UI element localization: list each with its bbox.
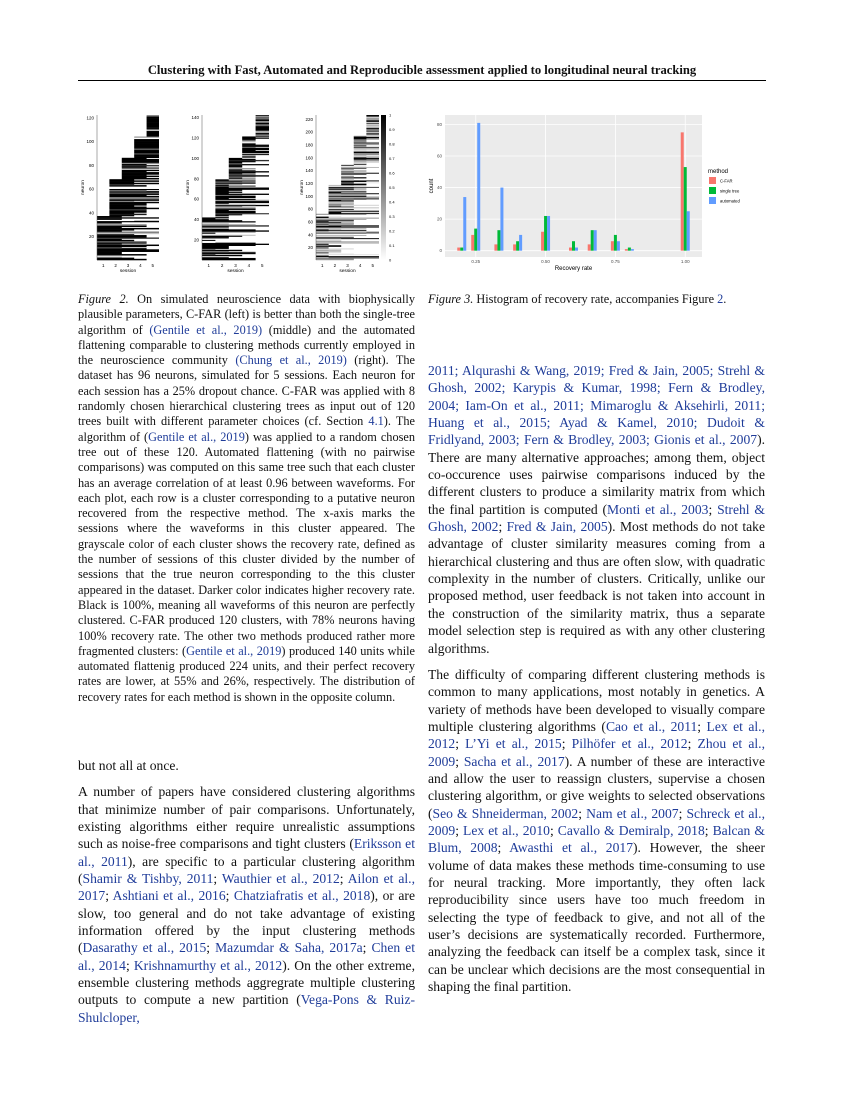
x-axis-label: session bbox=[339, 269, 356, 274]
citation-link[interactable]: Shamir & Tishby, 2011 bbox=[82, 871, 214, 887]
x-tick-label: 3 bbox=[346, 263, 349, 268]
histogram-bar bbox=[471, 235, 474, 251]
histogram-bar bbox=[497, 230, 500, 251]
y-tick-label: 80 bbox=[307, 206, 313, 212]
citation-link[interactable]: Balcan & Blum, 2008 bbox=[428, 822, 765, 856]
text-run: ; bbox=[704, 822, 713, 838]
legend-swatch bbox=[709, 187, 716, 194]
y-tick-label: 40 bbox=[307, 232, 313, 238]
x-tick-label: 5 bbox=[151, 263, 155, 268]
y-tick-label: 20 bbox=[193, 237, 199, 243]
figure-2-caption bbox=[78, 292, 415, 705]
y-tick-label: 0 bbox=[439, 248, 442, 254]
histogram-bar bbox=[687, 211, 690, 250]
citation-link[interactable]: Lex et al., 2010 bbox=[463, 822, 550, 838]
y-tick-label: 40 bbox=[193, 217, 199, 223]
histogram-bar bbox=[681, 132, 684, 250]
citation-link[interactable]: Schreck et al., 2009 bbox=[428, 805, 765, 838]
colorbar-tick-label: 0.4 bbox=[389, 199, 395, 205]
histogram-bar bbox=[588, 244, 591, 250]
colorbar-tick-label: 0.9 bbox=[389, 127, 395, 132]
y-tick-label: 20 bbox=[88, 234, 94, 240]
citation-link[interactable]: Nam et al., 2007 bbox=[586, 805, 679, 821]
histogram-bar bbox=[631, 249, 634, 251]
text-run: ; bbox=[578, 805, 587, 821]
x-tick-label: 3 bbox=[126, 263, 130, 268]
text-run: ; bbox=[362, 940, 372, 956]
citation-link[interactable]: 2 bbox=[717, 292, 724, 306]
histogram-bar bbox=[457, 248, 460, 251]
x-axis-label: Recovery rate bbox=[554, 266, 593, 272]
text-run: ; bbox=[697, 718, 707, 734]
cluster-row bbox=[229, 158, 242, 159]
x-tick-label: 5 bbox=[261, 263, 264, 268]
colorbar-tick-label: 0.3 bbox=[389, 214, 395, 219]
histogram-bar bbox=[460, 248, 463, 251]
y-axis-label: neuron bbox=[81, 180, 86, 195]
citation-link[interactable]: Eriksson et al., 2011 bbox=[78, 836, 415, 869]
right-column-text bbox=[428, 362, 765, 1004]
legend-label: C-FAR bbox=[720, 178, 733, 184]
legend-title: method bbox=[708, 169, 729, 175]
histogram-bar bbox=[516, 241, 519, 250]
y-axis-label: neuron bbox=[300, 180, 305, 195]
colorbar-tick-label: 0.1 bbox=[389, 243, 395, 248]
citation-link[interactable]: Strehl & Ghosh, 2002 bbox=[428, 501, 765, 535]
text-run: ) produced 140 units while automated flattenig produced 224 units, and their perfect recovery rates are lower, at 55% and 26%, respectively. The distribution of recovery rates for each method is shown in the opposite column. bbox=[78, 643, 415, 704]
text-run: On simulated neuroscience data with biophysically plausible parameters, C-FAR (left) is better than both the single-tree algorithm of bbox=[78, 292, 415, 337]
text-run: ). Most methods do not take advantage of cluster similarity measures coming from a hierarchical clustering and thus are often slow, with quadratic complexity in the number of clusters. Critically, unlike our proposed method, user feedback is not taken into account in the construction of the similarity matrix, thus a separate model selection step is required as with any other clustering algorithms. bbox=[428, 519, 765, 656]
text-run: ; bbox=[708, 501, 718, 517]
legend-label: automated bbox=[720, 198, 740, 204]
citation-link[interactable]: Monti et al., 2003 bbox=[607, 501, 709, 517]
x-axis-label: session bbox=[227, 269, 244, 274]
y-tick-label: 60 bbox=[436, 153, 442, 159]
figure-label: Figure 3. bbox=[428, 292, 474, 306]
text-run: A number of papers have considered clustering algorithms that minimize number of pair comparisons. Unfortunately, existing algorithms either require unrealistic assumptions such as noise-free comparisons and tight clusters ( bbox=[78, 784, 415, 852]
cluster-row bbox=[366, 115, 379, 116]
text-run: ; bbox=[339, 871, 348, 887]
histogram-bar bbox=[519, 235, 522, 251]
legend-label: single tree bbox=[720, 188, 740, 194]
histogram-bar bbox=[547, 216, 550, 251]
x-tick-label: 1 bbox=[101, 263, 105, 268]
y-tick-label: 100 bbox=[305, 193, 313, 199]
citation-link[interactable]: Cao et al., 2011 bbox=[605, 718, 698, 734]
y-tick-label: 60 bbox=[88, 186, 94, 192]
x-tick-label: 0.75 bbox=[611, 259, 620, 264]
cluster-row bbox=[215, 179, 228, 180]
left-column-text bbox=[78, 757, 415, 1035]
text-run: ; bbox=[561, 736, 572, 752]
citation-link[interactable]: Vega-Pons & Ruiz-Shulcloper, bbox=[78, 992, 416, 1025]
text-run: ) was applied to a random chosen tree out of these 120. Automated flattening (with no pairwise comparisons) was computed on this same tree such that each cluster has an average correlation of at least 0.96 between waveforms. For each plot, each row is a cluster corresponding to a putative neuron recovered from the respective method. The x-axis marks the sessions where the waveforms in this cluster appeared. The grayscale color of each cluster shows the recovery rate, defined as the number of sessions of this cluster divided by the number of sessions that the true neuron corresponding to the this cluster appeared in the dataset. Darker color indicates higher recovery rate. Black is 100%, meaning all waveforms of this neuron are perfectly clustered. C-FAR produced 120 clusters, with 78% neurons having 100% recovery rate. The other two methods produced rather more fragmented clusters: ( bbox=[78, 429, 415, 658]
x-tick-label: 4 bbox=[358, 263, 362, 268]
y-tick-label: 120 bbox=[191, 135, 199, 141]
header-rule bbox=[78, 80, 766, 81]
x-tick-label: 3 bbox=[234, 263, 237, 268]
y-tick-label: 220 bbox=[305, 116, 313, 122]
histogram-bar bbox=[684, 167, 687, 251]
citation-link[interactable]: Ailon et al., 2017 bbox=[78, 871, 415, 904]
colorbar-tick-label: 0.8 bbox=[389, 141, 395, 147]
y-tick-label: 180 bbox=[305, 142, 313, 148]
citation-link[interactable]: Gentile et al., 2019 bbox=[186, 643, 282, 658]
y-tick-label: 200 bbox=[305, 129, 313, 135]
histogram-bar bbox=[617, 241, 620, 250]
histogram-bar bbox=[541, 232, 544, 251]
cluster-row bbox=[256, 115, 269, 116]
y-tick-label: 40 bbox=[88, 210, 94, 216]
histogram-bar bbox=[500, 188, 503, 251]
y-tick-label: 120 bbox=[86, 115, 94, 121]
histogram-bar bbox=[463, 197, 466, 251]
histogram-bar bbox=[591, 230, 594, 251]
histogram-bar bbox=[544, 216, 547, 251]
citation-link[interactable]: Lex et al., 2012 bbox=[428, 718, 765, 752]
citation-link[interactable]: Pilhöfer et al., 2012 bbox=[571, 736, 688, 752]
figure-3-caption bbox=[428, 292, 765, 307]
x-tick-label: 1 bbox=[207, 263, 210, 268]
x-tick-label: 5 bbox=[371, 263, 374, 268]
histogram-bar bbox=[625, 249, 628, 251]
citation-link[interactable]: L’Yi et al., 2015 bbox=[465, 736, 562, 752]
text-run: ; bbox=[549, 822, 558, 838]
text-run: ; bbox=[105, 888, 113, 904]
colorbar-tick-label: 0.2 bbox=[389, 228, 395, 234]
citation-link[interactable]: Mazumdar & Saha, 2017a bbox=[215, 940, 363, 956]
text-run: (right). The dataset has 96 neurons, simulated for 5 sessions. Each neuron for each session has a 25% dropout chance. C-FAR was applied with 8 randomly chosen hierarchical clustering trees as input out of 120 trees built with different parameter choices (cf. Section bbox=[78, 353, 415, 429]
text-run: ; bbox=[213, 871, 222, 887]
text-run: ). A number of these are interactive and allow the user to reassign clusters, supervise a chosen clustering algorithm, or give weights to selected observations ( bbox=[428, 753, 765, 821]
histogram-bar bbox=[594, 230, 597, 251]
text-run: ; bbox=[498, 519, 507, 535]
text-run: ; bbox=[678, 805, 687, 821]
citation-link[interactable]: Dasarathy et al., 2015 bbox=[82, 940, 207, 956]
text-run: ; bbox=[206, 940, 216, 956]
citation-link[interactable]: Seo & Shneiderman, 2002 bbox=[432, 805, 579, 821]
text-run: ; bbox=[497, 840, 510, 856]
y-tick-label: 120 bbox=[305, 181, 313, 187]
colorbar bbox=[381, 115, 386, 260]
text-run: Histogram of recovery rate, accompanies Figure bbox=[473, 292, 718, 306]
figure-3-histogram bbox=[420, 100, 780, 280]
figure-2-heatmaps bbox=[78, 100, 418, 280]
colorbar-tick-label: 0.5 bbox=[389, 185, 395, 190]
citation-link[interactable]: Chen et al., 2014 bbox=[78, 940, 415, 973]
legend-swatch bbox=[709, 177, 716, 184]
y-axis-label: count bbox=[429, 178, 435, 194]
y-tick-label: 40 bbox=[436, 185, 442, 191]
y-tick-label: 80 bbox=[88, 162, 94, 168]
citation-link[interactable]: Krishnamurthy et al., 2012 bbox=[133, 957, 283, 973]
text-run: ). The algorithm of ( bbox=[78, 414, 415, 444]
colorbar-tick-label: 0 bbox=[389, 257, 392, 263]
text-run: ), or are slow, too general and do not take advantage of existing information offered by the input clustering methods ( bbox=[78, 888, 415, 956]
text-run: ; bbox=[455, 736, 466, 752]
text-run: ; bbox=[455, 822, 464, 838]
text-run: ; bbox=[225, 888, 234, 904]
y-tick-label: 60 bbox=[307, 219, 313, 225]
paragraph bbox=[78, 757, 415, 774]
x-axis-label: session bbox=[119, 269, 137, 274]
histogram-bar bbox=[614, 235, 617, 251]
paragraph bbox=[428, 362, 765, 657]
x-tick-label: 1 bbox=[321, 263, 324, 268]
text-run: but not all at once. bbox=[78, 758, 179, 773]
citation-link[interactable]: Awasthi et al., 2017 bbox=[509, 840, 633, 856]
text-run: ; bbox=[455, 753, 464, 769]
y-tick-label: 20 bbox=[436, 216, 442, 222]
text-run: . bbox=[723, 292, 727, 306]
y-tick-label: 60 bbox=[193, 196, 199, 202]
y-tick-label: 140 bbox=[305, 168, 313, 174]
citation-link[interactable]: Fred & Jain, 2005 bbox=[506, 519, 608, 535]
y-tick-label: 160 bbox=[305, 155, 313, 161]
text-run: ; bbox=[125, 957, 134, 973]
text-run: The difficulty of comparing different clustering methods is common to many applications, most notably in genetics. A variety of methods have been developed to visually compare multiple clustering algorithms ( bbox=[428, 666, 765, 734]
plot-panel bbox=[445, 115, 702, 257]
text-run: (middle) and the automated flattening comparable to clustering methods currently employed in the neuroscience community bbox=[78, 322, 415, 368]
colorbar-tick-label: 0.6 bbox=[389, 170, 395, 176]
y-tick-label: 80 bbox=[436, 121, 442, 127]
x-tick-label: 0.50 bbox=[541, 259, 550, 264]
y-tick-label: 140 bbox=[191, 115, 199, 121]
figure-label: Figure 2. bbox=[78, 292, 129, 306]
y-tick-label: 100 bbox=[191, 155, 199, 161]
colorbar-tick-label: 0.7 bbox=[389, 156, 395, 161]
citation-link[interactable]: 4.1 bbox=[368, 414, 384, 429]
text-run: ). However, the sheer volume of data makes these methods time-consuming to use for neural tracking. More importantly, they often lack reproducibility since users have too much freedom in selecting the type of feedback to give, and not all of the user’s decisions are systematically recorded. Furthermore, analyzing the feedback can itself be a complex task, since it can be unclear which decisions are the most consequential in shaping the final partition. bbox=[428, 840, 765, 995]
cluster-row bbox=[202, 216, 215, 217]
citation-link[interactable]: Cavallo & Demiralp, 2018 bbox=[557, 822, 705, 838]
text-run: ). There are many alternative approaches; among them, object co-occurence uses pairwise comparisons induced by the different clusters to produce a similarity matrix from which the final partition is computed ( bbox=[428, 432, 765, 517]
citation-link[interactable]: Ashtiani et al., 2016 bbox=[112, 888, 226, 904]
y-tick-label: 80 bbox=[193, 176, 199, 182]
x-tick-label: 2 bbox=[220, 263, 224, 268]
citation-link[interactable]: (Gentile et al., 2019) bbox=[149, 322, 263, 337]
text-run: ; bbox=[687, 736, 698, 752]
y-axis-label: neuron bbox=[186, 180, 191, 195]
citation-link[interactable]: (Chung et al., 2019) bbox=[235, 353, 347, 368]
x-tick-label: 2 bbox=[333, 263, 337, 268]
citation-link[interactable]: Gentile et al., 2019 bbox=[148, 429, 245, 444]
histogram-bar bbox=[611, 241, 614, 250]
citation-link[interactable]: 2011; Alqurashi & Wang, 2019; Fred & Jain, 2005; Strehl & Ghosh, 2002; Karypis & Kumar, 1998; Fern & Brodley, 2004; Iam-On et al., 2011; Mimaroglu & Aksehirli, 2011; Huang et al., 2015; Ayad & Kamel, 2010; Dudoit & Fridlyand, 2003; Fern & Brodley, 2003; Gionis et al., 2007 bbox=[428, 363, 765, 448]
histogram-bar bbox=[575, 248, 578, 251]
text-run: ). On the other extreme, ensemble clustering methods aggregrate multiple clustering outputs to compute a new partition ( bbox=[78, 957, 415, 1008]
histogram-bar bbox=[572, 241, 575, 250]
citation-link[interactable]: Chatziafratis et al., 2018 bbox=[233, 888, 371, 904]
x-tick-label: 4 bbox=[247, 263, 251, 268]
y-tick-label: 20 bbox=[307, 245, 313, 251]
cluster-row bbox=[147, 115, 159, 116]
histogram-bar bbox=[628, 248, 631, 251]
histogram-bar bbox=[513, 244, 516, 250]
x-tick-label: 0.25 bbox=[471, 259, 481, 264]
histogram-bar bbox=[474, 229, 477, 251]
histogram-bar bbox=[569, 248, 572, 251]
histogram-bar bbox=[477, 123, 480, 251]
colorbar-tick-label: 1 bbox=[389, 112, 392, 118]
x-tick-label: 1.00 bbox=[680, 259, 690, 264]
citation-link[interactable]: Zhou et al., 2009 bbox=[428, 736, 765, 769]
citation-link[interactable]: Wauthier et al., 2012 bbox=[221, 871, 340, 887]
text-run: ), are specific to a particular clustering algorithm ( bbox=[78, 853, 415, 887]
x-tick-label: 4 bbox=[139, 263, 142, 268]
cluster-row bbox=[242, 136, 255, 137]
histogram-bar bbox=[494, 244, 497, 250]
paragraph bbox=[428, 666, 765, 996]
citation-link[interactable]: Sacha et al., 2017 bbox=[463, 753, 565, 769]
paragraph bbox=[78, 783, 415, 1026]
y-tick-label: 100 bbox=[86, 139, 94, 145]
running-header: Clustering with Fast, Automated and Reproducible assessment applied to longitudinal neural tracking bbox=[147, 63, 697, 77]
x-tick-label: 2 bbox=[114, 263, 117, 268]
legend-swatch bbox=[709, 197, 716, 204]
